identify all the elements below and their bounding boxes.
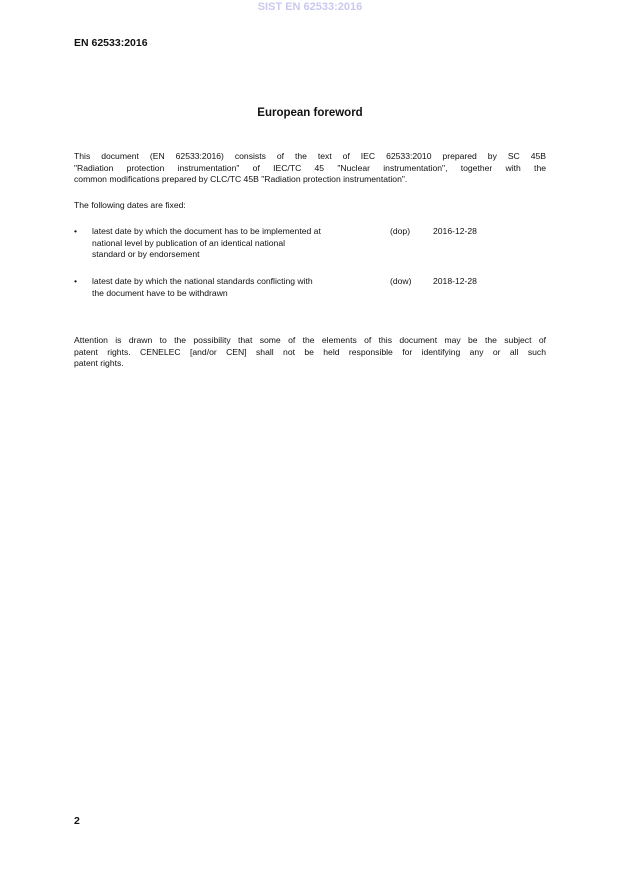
document-header: EN 62533:2016	[74, 37, 148, 49]
text-line: This document (EN 62533:2016) consists of the text of IEC 62533:2010 prepared by SC 45B	[74, 151, 546, 161]
intro-paragraph	[74, 151, 546, 186]
text-line: patent rights. CENELEC [and/or CEN] shall not be held responsible for identifying any or all such	[74, 346, 546, 357]
bullet-icon: •	[74, 226, 78, 236]
text-line: standard or by endorsement	[92, 249, 200, 259]
text-line: latest date by which the national standards conflicting with	[92, 276, 313, 286]
date-item-text	[92, 226, 321, 261]
date-code: (dop)	[390, 226, 411, 236]
text-line: common modifications prepared by CLC/TC 45B "Radiation protection instrumentation".	[74, 174, 408, 184]
date-value: 2018-12-28	[433, 276, 477, 286]
date-item-text	[92, 276, 313, 299]
bullet-icon: •	[74, 276, 78, 286]
text-line: national level by publication of an identical national	[92, 237, 286, 248]
page-title: European foreword	[257, 107, 363, 119]
date-value: 2016-12-28	[433, 226, 477, 236]
page-number: 2	[74, 815, 80, 827]
text-line: latest date by which the document has to be implemented at	[92, 226, 321, 236]
text-line: the document have to be withdrawn	[92, 287, 228, 298]
text-line: patent rights.	[74, 358, 124, 368]
text-line: "Radiation protection instrumentation" of IEC/TC 45 "Nuclear instrumentation", together with the	[74, 162, 546, 173]
text-line: Attention is drawn to the possibility that some of the elements of this document may be the subject of	[74, 335, 546, 345]
watermark: SIST EN 62533:2016	[257, 1, 363, 13]
date-code: (dow)	[390, 276, 412, 286]
attention-paragraph	[74, 335, 546, 370]
dates-intro: The following dates are fixed:	[74, 200, 186, 210]
